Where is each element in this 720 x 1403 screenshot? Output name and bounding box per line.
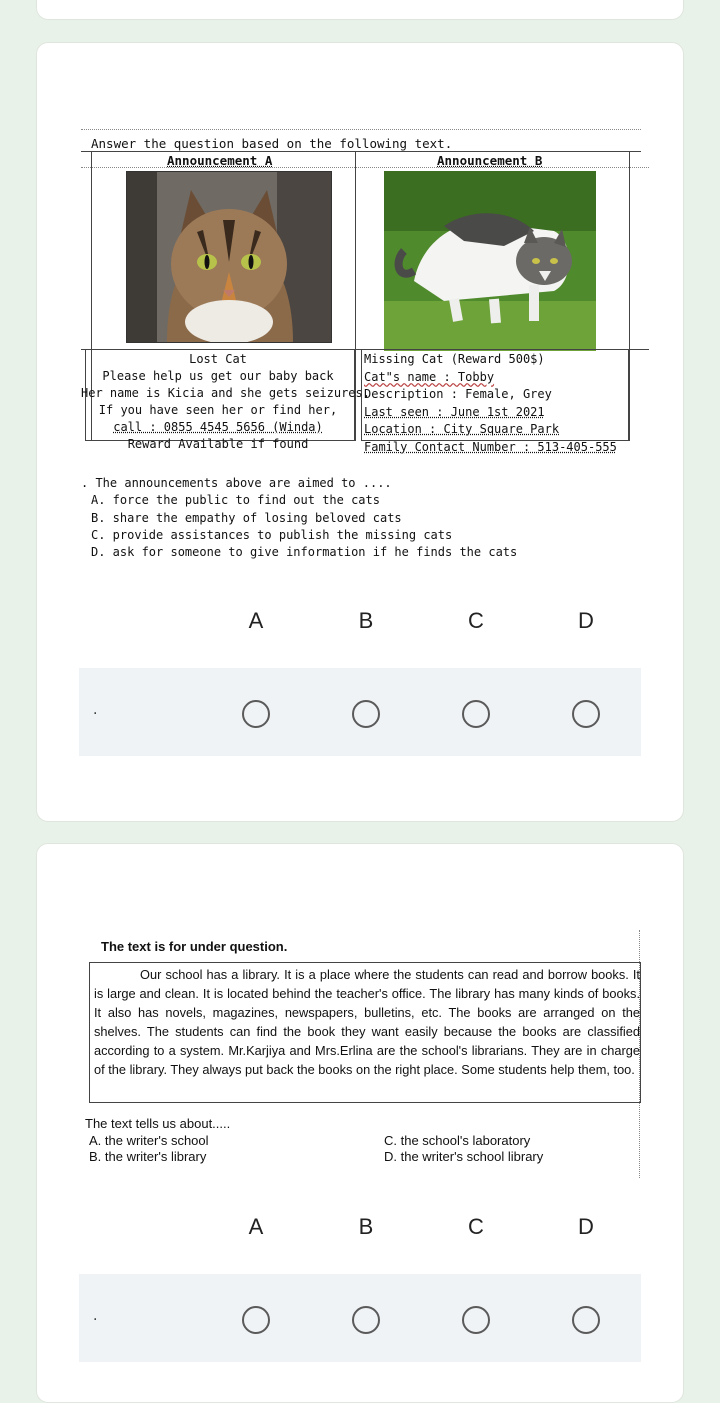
option-d-text: D. ask for someone to give information if he finds the cats: [91, 545, 518, 560]
option-b-text: B. the writer's library: [89, 1149, 207, 1164]
radio-option-d[interactable]: [572, 700, 600, 728]
radio-option-c[interactable]: [462, 1306, 490, 1334]
column-label-a: A: [248, 1214, 264, 1239]
missing-cat-contact: Family Contact Number : 513-405-555: [364, 439, 617, 454]
announcement-a-text: [81, 351, 370, 453]
passage-text: [94, 966, 640, 1079]
missing-cat-description: Description : Female, Grey: [364, 387, 552, 401]
column-label-b: B: [358, 608, 374, 633]
radio-option-c[interactable]: [462, 700, 490, 728]
lost-cat-line: Her name is Kicia and she gets seizures.: [81, 386, 370, 400]
lost-cat-line: Please help us get our baby back: [102, 369, 334, 383]
column-label-c: C: [468, 1214, 484, 1239]
option-a-text: A. force the public to find out the cats: [91, 493, 380, 508]
lost-cat-reward: Reward Available if found: [127, 437, 309, 451]
missing-cat-location: Location : City Square Park: [364, 422, 560, 436]
question-card-2: [36, 843, 684, 1403]
radio-option-b[interactable]: [352, 700, 380, 728]
announcement-b-text: [364, 351, 654, 456]
passage-title: The text is for under question.: [101, 939, 288, 954]
question-image-library: [81, 924, 649, 1179]
lost-cat-heading: Lost Cat: [189, 352, 247, 366]
option-c-text: C. provide assistances to publish the missing cats: [91, 527, 453, 542]
answer-row: [79, 668, 641, 756]
instruction-text: Answer the question based on the following text.: [91, 136, 453, 151]
question-1-text: [81, 475, 517, 561]
column-label-d: D: [578, 1214, 594, 1239]
cat-photo-kicia: [126, 171, 332, 343]
missing-cat-heading: Missing Cat (Reward 500$): [364, 352, 545, 366]
announcement-b-title: Announcement B: [437, 153, 543, 168]
row-label: .: [93, 1308, 98, 1324]
passage-body: Our school has a library. It is a place where the students can read and borrow books. It is large and clean. It is located behind the teacher's office. The library has many kinds of books. It also has novels, magazines, newspapers, bulletins, etc. The books are arranged on the shelves. The students can find the book they want easily because the books are classified according to a system. Mr.Karjiya and Mrs.Erlina are the school's librarians. They are in charge of the library. They always put back the books on the right place. Some students help them, too.: [94, 967, 640, 1077]
announcement-a-title: Announcement A: [167, 153, 273, 168]
column-label-c: C: [468, 608, 484, 633]
radio-option-a[interactable]: [242, 700, 270, 728]
question-image-announcements: [81, 123, 649, 560]
radio-option-b[interactable]: [352, 1306, 380, 1334]
lost-cat-contact: call : 0855 4545 5656 (Winda): [113, 420, 323, 434]
question-stem: . The announcements above are aimed to ....: [81, 476, 392, 490]
answer-row: [79, 1274, 641, 1362]
column-label-b: B: [358, 1214, 374, 1239]
radio-option-a[interactable]: [242, 1306, 270, 1334]
option-d-text: D. the writer's school library: [384, 1149, 544, 1164]
column-label-a: A: [248, 608, 264, 633]
option-b-text: B. share the empathy of losing beloved cats: [91, 510, 402, 525]
option-c-text: C. the school's laboratory: [384, 1133, 531, 1148]
option-a-text: A. the writer's school: [89, 1133, 209, 1148]
passage-box: [89, 962, 641, 1103]
missing-cat-name: Cat"s name : Tobby: [364, 369, 495, 384]
column-label-d: D: [578, 608, 594, 633]
question-2-stem: The text tells us about.....: [85, 1116, 231, 1131]
cat-photo-tobby: [384, 171, 596, 351]
missing-cat-last-seen: Last seen : June 1st 2021: [364, 404, 545, 419]
previous-question-card: [36, 0, 684, 20]
question-card-1: [36, 42, 684, 822]
row-label: .: [93, 702, 98, 718]
lost-cat-line: If you have seen her or find her,: [98, 403, 338, 417]
radio-option-d[interactable]: [572, 1306, 600, 1334]
